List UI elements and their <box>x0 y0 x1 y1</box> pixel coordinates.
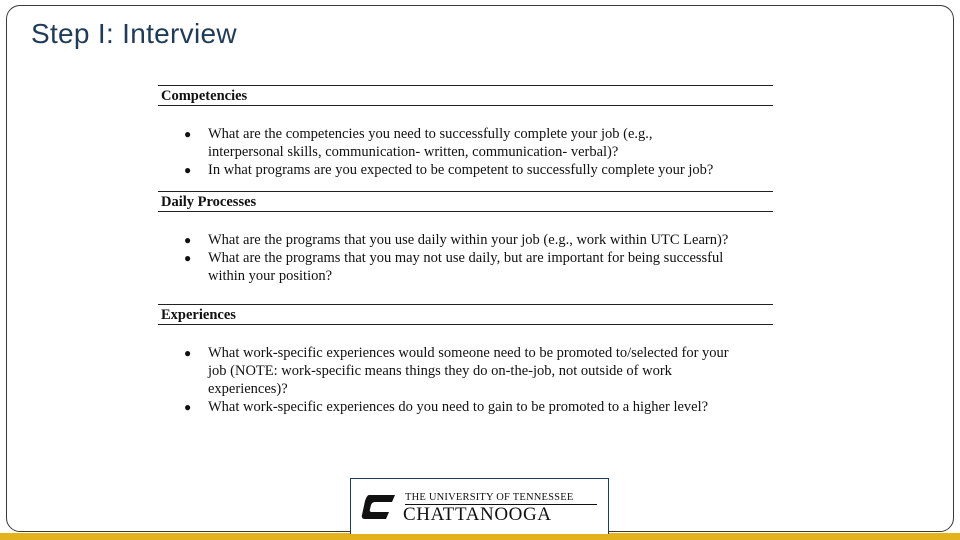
question-item <box>158 344 773 398</box>
section-heading: Competencies <box>158 85 773 106</box>
question-line: In what programs are you expected to be competent to successfully complete your job? <box>208 162 714 178</box>
interview-questions-document <box>158 85 773 416</box>
utc-c-logo-icon <box>361 493 397 521</box>
utc-logo <box>350 478 609 534</box>
bullet-icon: ● <box>184 163 192 177</box>
logo-chattanooga-text: CHATTANOOGA <box>403 504 552 525</box>
section-heading: Experiences <box>158 304 773 325</box>
bullet-icon: ● <box>184 233 192 247</box>
section-competencies <box>158 85 773 179</box>
question-line: What are the competencies you need to successfully complete your job (e.g., <box>208 126 653 142</box>
question-list <box>158 325 773 416</box>
question-line: What are the programs that you may not use daily, but are important for being successful <box>208 250 724 266</box>
question-line: experiences)? <box>208 381 288 397</box>
question-item <box>158 249 773 285</box>
question-item <box>158 125 773 161</box>
question-line: job (NOTE: work-specific means things they do on-the-job, not outside of work <box>208 363 672 379</box>
question-list <box>158 212 773 285</box>
accent-bar <box>0 533 960 540</box>
logo-university-text: THE UNIVERSITY OF TENNESSEE <box>405 492 597 505</box>
bullet-icon: ● <box>184 251 192 265</box>
question-line: What work-specific experiences would someone need to be promoted to/selected for your <box>208 345 729 361</box>
slide-title: Step I: Interview <box>31 18 237 49</box>
bullet-icon: ● <box>184 400 192 414</box>
question-line: What work-specific experiences do you need to gain to be promoted to a higher level? <box>208 399 709 415</box>
bullet-icon: ● <box>184 346 192 360</box>
question-item <box>158 398 773 416</box>
question-line: within your position? <box>208 268 333 284</box>
section-experiences <box>158 304 773 416</box>
section-heading: Daily Processes <box>158 191 773 212</box>
question-list <box>158 106 773 179</box>
bullet-icon: ● <box>184 127 192 141</box>
question-line: What are the programs that you use daily within your job (e.g., work within UTC Learn)? <box>208 232 729 248</box>
section-daily-processes <box>158 191 773 285</box>
question-item <box>158 231 773 249</box>
question-item <box>158 161 773 179</box>
question-line: interpersonal skills, communication- written, communication- verbal)? <box>208 144 619 160</box>
